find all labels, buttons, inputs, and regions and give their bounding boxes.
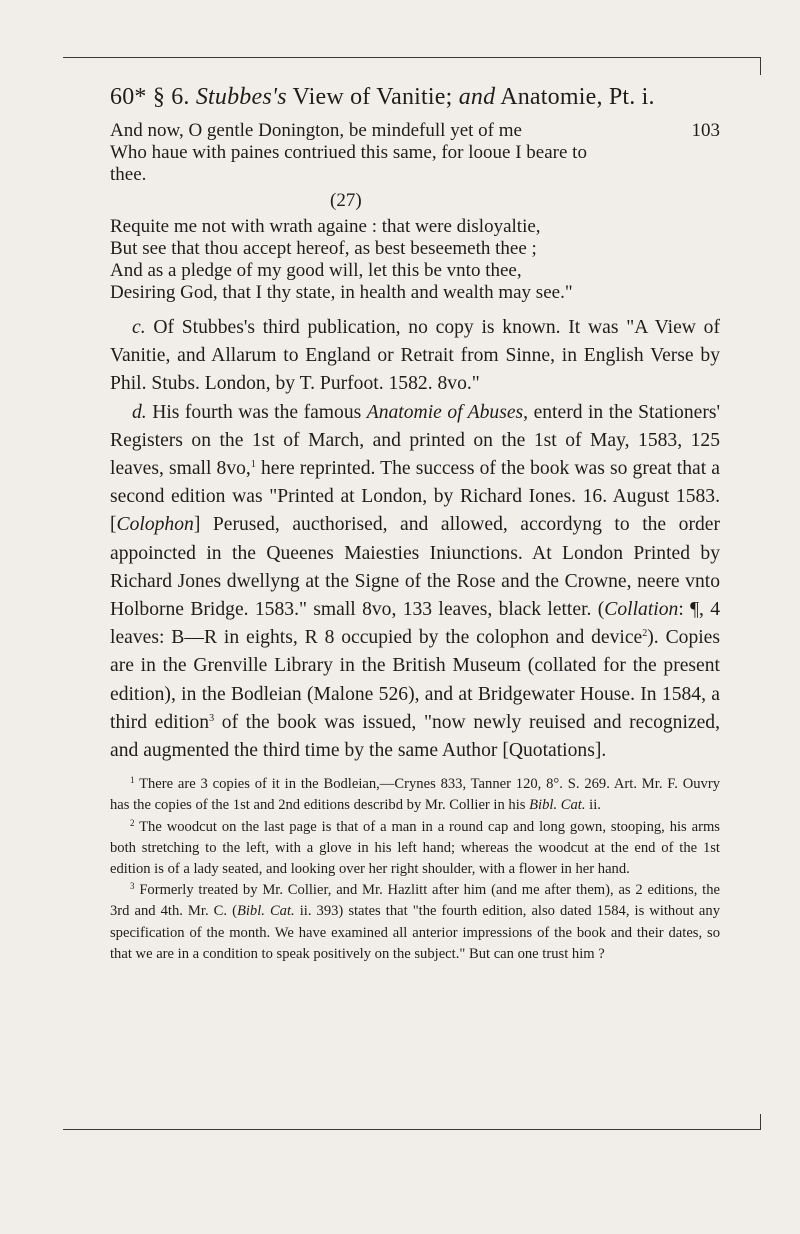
prose-block — [110, 314, 720, 765]
page-body — [110, 82, 720, 965]
footnote-number: 1 — [130, 775, 135, 786]
footnote-citation: Bibl. Cat. — [236, 903, 295, 920]
footnote-1 — [110, 774, 720, 816]
footnote-2 — [110, 817, 720, 881]
top-right-rule — [760, 57, 761, 75]
bottom-right-rule — [760, 1114, 761, 1130]
line-number: 103 — [691, 120, 720, 141]
footnote-number: 2 — [130, 817, 135, 828]
running-head — [110, 82, 720, 112]
stanza-number: (27) — [330, 190, 362, 211]
footnote-text: ii. — [589, 797, 601, 814]
paragraph-c — [110, 314, 720, 399]
verse-line: Who haue with paines contriued this same, for looue I beare to — [110, 142, 587, 163]
colophon-word: Colophon — [116, 514, 194, 536]
para-text: enterd in the Stationers' Registers on the 1st of March, and printed on the 1st of May, 1583, 125 leaves, small 8vo, — [110, 401, 721, 480]
footnote-ref[interactable]: 3 — [209, 712, 215, 724]
para-text: His fourth was the famous — [152, 401, 362, 423]
verse-line — [110, 120, 720, 142]
para-text: : ¶, 4 leaves: B—R in eights, R 8 occupied by the colophon and device — [110, 599, 721, 649]
footnote-ref[interactable]: 1 — [250, 459, 256, 471]
footnote-text: ii. 393) states that "the fourth edition, also dated 1584, is without any specification of the month. We have examined all anterior impressions of the book and their dates, so that we are in a condition to speak positively on the subject." But can one trust him ? — [110, 903, 720, 962]
book-title: Anatomie of Abuses, — [366, 401, 529, 423]
para-text: here reprinted. The success of the book was so great that a second edition was "Printed at London, by Richard Iones. 16. August 1583. [ — [110, 458, 720, 536]
running-title-rest: Anatomie, Pt. i. — [500, 84, 655, 110]
para-label: d. — [132, 401, 147, 423]
para-text: ). Copies are in the Grenville Library in the British Museum (collated for the present edition), in the Bodleian (Malone 526), and at Bridgewater House. In 1584, a third edition — [110, 627, 721, 733]
para-text: of the book was issued, "now newly reuised and recognized, and augmented the third time by the same Author [Quotations]. — [110, 711, 721, 762]
verse-line-continuation: thee. — [110, 164, 147, 185]
footnote-3 — [110, 880, 720, 965]
running-title: View of Vanitie; — [292, 84, 453, 110]
bottom-rule — [63, 1129, 760, 1130]
top-rule — [63, 57, 760, 58]
folio: 60* — [110, 84, 147, 110]
verse-line: And as a pledge of my good will, let this be vnto thee, — [110, 260, 522, 281]
collation-word: Collation — [604, 599, 679, 621]
footnotes — [110, 774, 720, 965]
running-title-italic: Stubbes's — [195, 84, 287, 110]
footnote-number: 3 — [130, 881, 135, 892]
verse-block — [110, 120, 720, 304]
paragraph-d — [110, 399, 720, 766]
verse-line: But see that thou accept hereof, as best beseemeth thee ; — [110, 238, 537, 259]
running-title-and: and — [458, 84, 496, 110]
footnote-text: The woodcut on the last page is that of a man in a round cap and long gown, stooping, his arms both stretching to the left, with a glove in his left hand; whereas the woodcut at the end of the 1st edition is of a lady seated, and looking over her right shoulder, with a flower in her hand. — [110, 818, 720, 878]
para-text: Of Stubbes's third publication, no copy is known. It was "A View of Vanitie, and Allarum to England or Retrait from Sinne, in English Verse by Phil. Stubs. London, by T. Purfoot. 1582. 8vo." — [110, 317, 720, 395]
footnote-citation: Bibl. Cat. — [529, 797, 586, 814]
footnote-text: There are 3 copies of it in the Bodleian,—Crynes 833, Tanner 120, 8°. S. 269. Art. Mr. F. Ouvry has the copies of the 1st and 2nd editions describd by Mr. Collier in his — [110, 776, 720, 814]
verse-line: Desiring God, that I thy state, in health and wealth may see." — [110, 282, 573, 303]
footnote-ref[interactable]: 2 — [642, 628, 648, 640]
para-text: ] Perused, aucthorised, and allowed, accordyng to the order appoincted in the Queenes Maiesties Iniunctions. At London Printed by Richard Jones dwellyng at the Signe of the Rose and the Crowne, neere vnto Holborne Bridge. 1583." small 8vo, 133 leaves, black letter. ( — [110, 514, 720, 621]
verse-line: Requite me not with wrath againe : that were disloyaltie, — [110, 216, 541, 237]
section-mark: § 6. — [152, 84, 190, 110]
footnote-text: Formerly treated by Mr. Collier, and Mr. Hazlitt after him (and me after them), as 2 editions, the 3rd and 4th. Mr. C. ( — [110, 882, 720, 920]
para-label: c. — [132, 317, 146, 338]
verse-line-text: And now, O gentle Donington, be mindefull yet of me — [110, 120, 522, 141]
